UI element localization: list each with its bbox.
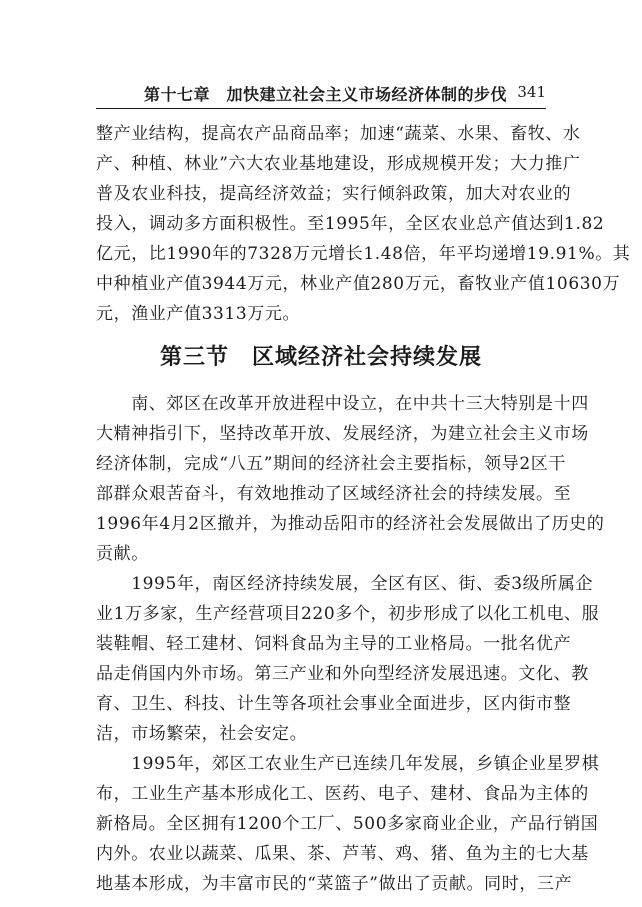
text-line: 装鞋帽、轻工建材、饲料食品为主导的工业格局。一批名优产 bbox=[96, 634, 572, 654]
text-line: 经济体制，完成“八五”期间的经济社会主要指标，领导2区干 bbox=[96, 454, 566, 474]
text-line: 产、种植、林业”六大农业基地建设，形成规模开发；大力推广 bbox=[96, 154, 581, 174]
text-line: 新格局。全区拥有1200个工厂、500多家商业企业，产品行销国 bbox=[96, 814, 599, 834]
text-line: 洁，市场繁荣，社会安定。 bbox=[96, 724, 308, 744]
text-line: 中种植业产值3944万元，林业产值280万元，畜牧业产值10630万 bbox=[96, 274, 621, 294]
text-line: 投入，调动多方面积极性。至1995年，全区农业总产值达到1.82 bbox=[96, 214, 605, 234]
chapter-title: 第十七章 加快建立社会主义市场经济体制的步伐 bbox=[144, 85, 508, 104]
text-line: 整产业结构，提高农产品商品率；加速“蔬菜、水果、畜牧、水 bbox=[96, 124, 581, 144]
text-line: 大精神指引下，坚持改革开放、发展经济，为建立社会主义市场 bbox=[96, 424, 589, 444]
text-line: 普及农业科技，提高经济效益；实行倾斜政策，加大对农业的 bbox=[96, 184, 572, 204]
text-line: 布，工业生产基本形成化工、医药、电子、建材、食品为主体的 bbox=[96, 784, 589, 804]
text-line: 南、郊区在改革开放进程中设立，在中共十三大特别是十四 bbox=[96, 394, 589, 414]
text-line: 贡献。 bbox=[96, 544, 149, 564]
section-title: 第三节 区域经济社会持续发展 bbox=[159, 345, 482, 370]
text-line: 元，渔业产值3313万元。 bbox=[96, 304, 301, 324]
page-number: 341 bbox=[517, 83, 546, 101]
running-header bbox=[96, 82, 546, 109]
text-line: 品走俏国内外市场。第三产业和外向型经济发展迅速。文化、教 bbox=[96, 664, 589, 684]
text-line: 育、卫生、科技、计生等各项社会事业全面进步，区内街市整 bbox=[96, 694, 572, 714]
text-line: 地基本形成，为丰富市民的“菜篮子”做出了贡献。同时，三产 bbox=[96, 874, 573, 894]
text-line: 亿元，比1990年的7328万元增长1.48倍，年平均递增19.91%。其 bbox=[96, 244, 631, 264]
text-line: 业1万多家，生产经营项目220多个，初步形成了以化工机电、服 bbox=[96, 604, 600, 624]
text-line: 1995年，郊区工农业生产已连续几年发展，乡镇企业星罗棋 bbox=[96, 754, 600, 774]
text-line: 1996年4月2区撤并，为推动岳阳市的经济社会发展做出了历史的 bbox=[96, 514, 605, 534]
text-line: 内外。农业以蔬菜、瓜果、茶、芦苇、鸡、猪、鱼为主的七大基 bbox=[96, 844, 589, 864]
text-line: 1995年，南区经济持续发展，全区有区、街、委3级所属企 bbox=[96, 574, 594, 594]
text-line: 部群众艰苦奋斗，有效地推动了区域经济社会的持续发展。至 bbox=[96, 484, 572, 504]
